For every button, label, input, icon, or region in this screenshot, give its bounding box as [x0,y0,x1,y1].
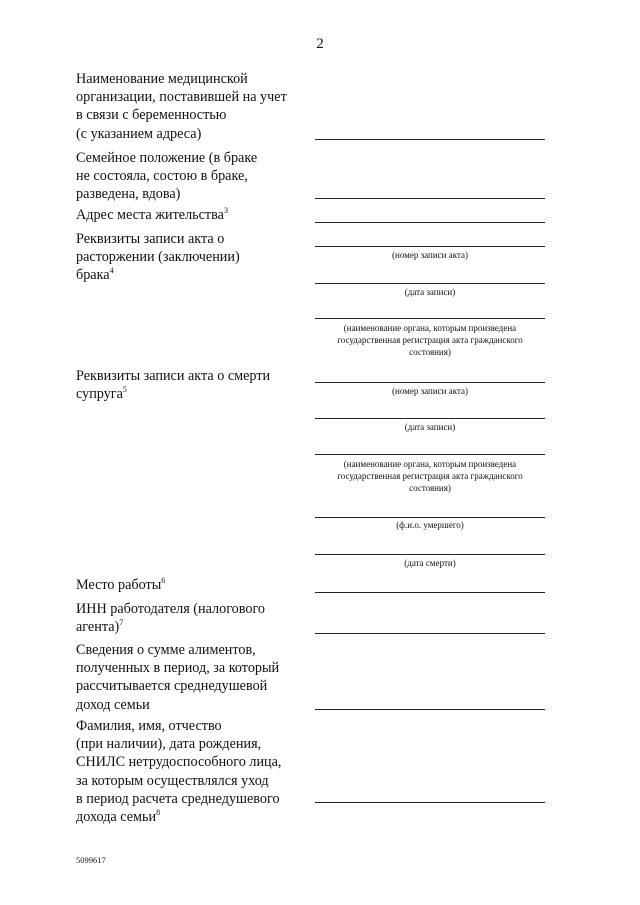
footnote-ref-4: 4 [109,266,114,276]
field-label-cared-person: Фамилия, имя, отчество (при наличии), дата рождения, СНИЛС нетрудоспособного лица, за которым осуществлялся уход в период расчета среднедушевого дохода семьи$^8$ [76,718,282,826]
answer-line-death-record-number[interactable] [315,382,545,383]
answer-line-medical-organization[interactable] [315,139,545,140]
caption-deceased-name: (ф.и.о. умершего) [396,520,464,530]
field-label-alimony: Сведения о сумме алиментов, полученных в период, за который рассчитывается среднедушевой доход семьи [76,642,280,713]
caption-divorce-record-date: (дата записи) [404,287,456,297]
field-label-employer-inn: ИНН работодателя (налогового агента)$^7$ [76,601,266,636]
answer-line-cared-person[interactable] [315,802,545,803]
answer-line-residence-address[interactable] [315,222,545,223]
answer-line-divorce-record-number[interactable] [315,246,545,247]
answer-line-death-date[interactable] [315,554,545,555]
answer-line-divorce-registry-body[interactable] [315,318,545,319]
field-label-medical-organization: Наименование медицинской организации, поставившей на учет в связи с беременностью (с указанием адреса) [76,71,287,142]
caption-divorce-record-number: (номер записи акта) [392,250,468,260]
caption-death-record-number: (номер записи акта) [392,386,468,396]
caption-death-date: (дата смерти) [404,558,456,568]
field-label-divorce-record: Реквизиты записи акта о расторжении (заключении) брака$^4$ [76,231,240,284]
footnote-ref-5: 5 [122,385,127,395]
answer-line-workplace[interactable] [315,592,545,593]
page-number: 2 [316,36,324,52]
field-label-spouse-death-record: Реквизиты записи акта о смерти супруга$^5$ [76,368,271,403]
footnote-ref-6: 6 [161,576,166,585]
field-label-residence-address: Адрес места жительства$^3$ [76,206,228,223]
field-label-workplace: Место работы$^6$ [76,576,166,593]
footnote-ref-7: 7 [119,618,124,628]
answer-line-death-record-date[interactable] [315,418,545,419]
answer-line-alimony[interactable] [315,709,545,710]
caption-death-record-date: (дата записи) [404,422,456,432]
answer-line-deceased-name[interactable] [315,517,545,518]
answer-line-marital-status[interactable] [315,198,545,199]
footnote-ref-3: 3 [223,206,228,215]
answer-line-divorce-record-date[interactable] [315,283,545,284]
field-label-marital-status: Семейное положение (в браке не состояла, состою в браке, разведена, вдова) [76,150,258,203]
answer-line-death-registry-body[interactable] [315,454,545,455]
answer-line-employer-inn[interactable] [315,633,545,634]
footnote-ref-8: 8 [156,808,161,818]
caption-divorce-registry-body: (наименование органа, которым произведена государственная регистрация акта гражданского состояния) [337,323,523,357]
caption-death-registry-body: (наименование органа, которым произведена государственная регистрация акта гражданского состояния) [337,459,523,493]
document-code: 5099617 [76,855,106,865]
